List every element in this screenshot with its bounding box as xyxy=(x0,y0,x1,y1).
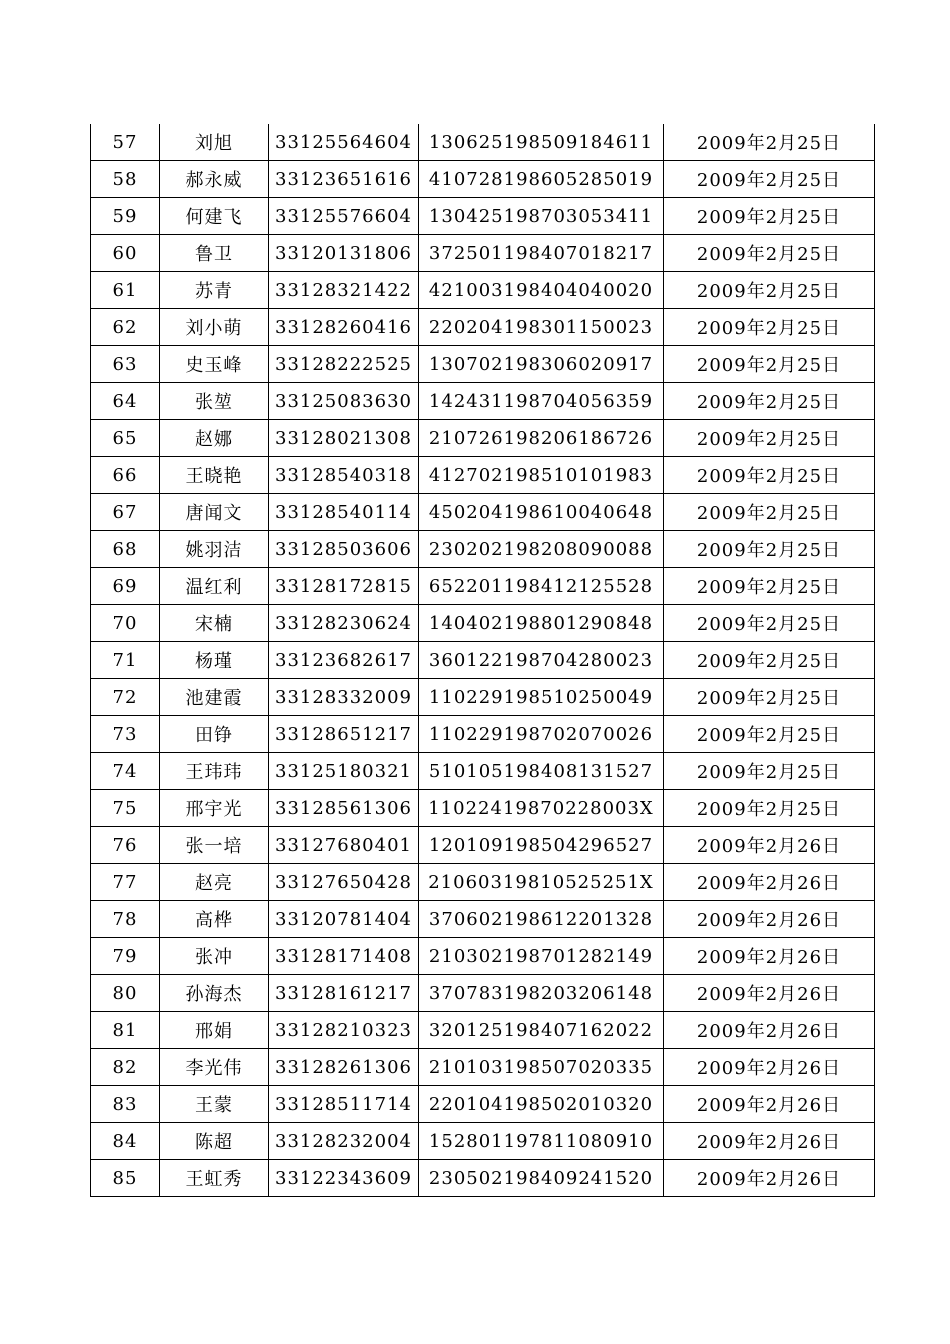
id-number-cell: 21060319810525251X xyxy=(419,864,664,901)
seq-number-cell: 63 xyxy=(91,346,160,383)
date-cell: 2009年2月26日 xyxy=(664,975,875,1012)
seq-number-cell: 73 xyxy=(91,716,160,753)
date-cell: 2009年2月25日 xyxy=(664,235,875,272)
table-row xyxy=(91,864,875,901)
table-row xyxy=(91,457,875,494)
exam-number-cell: 33128321422 xyxy=(269,272,419,309)
exam-number-cell: 33123651616 xyxy=(269,161,419,198)
name-cell: 鲁卫 xyxy=(160,235,269,272)
id-number-cell: 230502198409241520 xyxy=(419,1160,664,1197)
roster-table-body xyxy=(91,124,875,1197)
id-number-cell: 130625198509184611 xyxy=(419,124,664,161)
name-cell: 张冲 xyxy=(160,938,269,975)
date-cell: 2009年2月25日 xyxy=(664,605,875,642)
table-row xyxy=(91,420,875,457)
id-number-cell: 230202198208090088 xyxy=(419,531,664,568)
id-number-cell: 130702198306020917 xyxy=(419,346,664,383)
roster-table xyxy=(90,124,875,1197)
name-cell: 郝永威 xyxy=(160,161,269,198)
table-row xyxy=(91,716,875,753)
name-cell: 张堃 xyxy=(160,383,269,420)
seq-number-cell: 76 xyxy=(91,827,160,864)
name-cell: 赵亮 xyxy=(160,864,269,901)
date-cell: 2009年2月25日 xyxy=(664,309,875,346)
name-cell: 赵娜 xyxy=(160,420,269,457)
date-cell: 2009年2月25日 xyxy=(664,679,875,716)
seq-number-cell: 77 xyxy=(91,864,160,901)
seq-number-cell: 79 xyxy=(91,938,160,975)
id-number-cell: 220104198502010320 xyxy=(419,1086,664,1123)
id-number-cell: 110229198702070026 xyxy=(419,716,664,753)
date-cell: 2009年2月26日 xyxy=(664,1123,875,1160)
date-cell: 2009年2月25日 xyxy=(664,161,875,198)
id-number-cell: 360122198704280023 xyxy=(419,642,664,679)
table-row xyxy=(91,568,875,605)
seq-number-cell: 66 xyxy=(91,457,160,494)
name-cell: 宋楠 xyxy=(160,605,269,642)
seq-number-cell: 74 xyxy=(91,753,160,790)
id-number-cell: 210302198701282149 xyxy=(419,938,664,975)
seq-number-cell: 69 xyxy=(91,568,160,605)
seq-number-cell: 57 xyxy=(91,124,160,161)
date-cell: 2009年2月25日 xyxy=(664,198,875,235)
seq-number-cell: 82 xyxy=(91,1049,160,1086)
exam-number-cell: 33128261306 xyxy=(269,1049,419,1086)
id-number-cell: 210103198507020335 xyxy=(419,1049,664,1086)
name-cell: 温红利 xyxy=(160,568,269,605)
seq-number-cell: 72 xyxy=(91,679,160,716)
seq-number-cell: 85 xyxy=(91,1160,160,1197)
id-number-cell: 320125198407162022 xyxy=(419,1012,664,1049)
id-number-cell: 130425198703053411 xyxy=(419,198,664,235)
exam-number-cell: 33122343609 xyxy=(269,1160,419,1197)
id-number-cell: 110229198510250049 xyxy=(419,679,664,716)
table-row xyxy=(91,753,875,790)
date-cell: 2009年2月26日 xyxy=(664,1049,875,1086)
date-cell: 2009年2月25日 xyxy=(664,753,875,790)
date-cell: 2009年2月25日 xyxy=(664,642,875,679)
date-cell: 2009年2月25日 xyxy=(664,420,875,457)
seq-number-cell: 60 xyxy=(91,235,160,272)
table-row xyxy=(91,309,875,346)
date-cell: 2009年2月26日 xyxy=(664,864,875,901)
name-cell: 张一培 xyxy=(160,827,269,864)
table-row xyxy=(91,1123,875,1160)
date-cell: 2009年2月26日 xyxy=(664,938,875,975)
date-cell: 2009年2月25日 xyxy=(664,531,875,568)
name-cell: 陈超 xyxy=(160,1123,269,1160)
name-cell: 刘旭 xyxy=(160,124,269,161)
id-number-cell: 142431198704056359 xyxy=(419,383,664,420)
exam-number-cell: 33120131806 xyxy=(269,235,419,272)
exam-number-cell: 33123682617 xyxy=(269,642,419,679)
table-row xyxy=(91,975,875,1012)
date-cell: 2009年2月26日 xyxy=(664,1160,875,1197)
exam-number-cell: 33128260416 xyxy=(269,309,419,346)
exam-number-cell: 33125576604 xyxy=(269,198,419,235)
id-number-cell: 450204198610040648 xyxy=(419,494,664,531)
table-row xyxy=(91,494,875,531)
id-number-cell: 220204198301150023 xyxy=(419,309,664,346)
date-cell: 2009年2月26日 xyxy=(664,1086,875,1123)
seq-number-cell: 68 xyxy=(91,531,160,568)
table-row xyxy=(91,346,875,383)
name-cell: 高桦 xyxy=(160,901,269,938)
date-cell: 2009年2月25日 xyxy=(664,716,875,753)
name-cell: 池建霞 xyxy=(160,679,269,716)
seq-number-cell: 78 xyxy=(91,901,160,938)
seq-number-cell: 64 xyxy=(91,383,160,420)
id-number-cell: 11022419870228003X xyxy=(419,790,664,827)
seq-number-cell: 84 xyxy=(91,1123,160,1160)
name-cell: 王虹秀 xyxy=(160,1160,269,1197)
table-row xyxy=(91,790,875,827)
table-row xyxy=(91,679,875,716)
id-number-cell: 412702198510101983 xyxy=(419,457,664,494)
table-row xyxy=(91,827,875,864)
id-number-cell: 370602198612201328 xyxy=(419,901,664,938)
seq-number-cell: 70 xyxy=(91,605,160,642)
date-cell: 2009年2月26日 xyxy=(664,901,875,938)
seq-number-cell: 67 xyxy=(91,494,160,531)
id-number-cell: 652201198412125528 xyxy=(419,568,664,605)
exam-number-cell: 33128540114 xyxy=(269,494,419,531)
exam-number-cell: 33127650428 xyxy=(269,864,419,901)
exam-number-cell: 33125083630 xyxy=(269,383,419,420)
name-cell: 杨瑾 xyxy=(160,642,269,679)
exam-number-cell: 33128503606 xyxy=(269,531,419,568)
seq-number-cell: 75 xyxy=(91,790,160,827)
name-cell: 邢娟 xyxy=(160,1012,269,1049)
table-row xyxy=(91,901,875,938)
table-row xyxy=(91,1049,875,1086)
name-cell: 李光伟 xyxy=(160,1049,269,1086)
id-number-cell: 421003198404040020 xyxy=(419,272,664,309)
table-row xyxy=(91,235,875,272)
exam-number-cell: 33128222525 xyxy=(269,346,419,383)
table-row xyxy=(91,605,875,642)
table-row xyxy=(91,1012,875,1049)
id-number-cell: 140402198801290848 xyxy=(419,605,664,642)
name-cell: 唐闻文 xyxy=(160,494,269,531)
exam-number-cell: 33128161217 xyxy=(269,975,419,1012)
seq-number-cell: 83 xyxy=(91,1086,160,1123)
seq-number-cell: 71 xyxy=(91,642,160,679)
exam-number-cell: 33127680401 xyxy=(269,827,419,864)
exam-number-cell: 33128232004 xyxy=(269,1123,419,1160)
exam-number-cell: 33128511714 xyxy=(269,1086,419,1123)
id-number-cell: 370783198203206148 xyxy=(419,975,664,1012)
table-row xyxy=(91,1086,875,1123)
seq-number-cell: 65 xyxy=(91,420,160,457)
exam-number-cell: 33128210323 xyxy=(269,1012,419,1049)
id-number-cell: 152801197811080910 xyxy=(419,1123,664,1160)
exam-number-cell: 33128651217 xyxy=(269,716,419,753)
date-cell: 2009年2月25日 xyxy=(664,124,875,161)
name-cell: 史玉峰 xyxy=(160,346,269,383)
date-cell: 2009年2月26日 xyxy=(664,827,875,864)
table-row xyxy=(91,938,875,975)
exam-number-cell: 33120781404 xyxy=(269,901,419,938)
seq-number-cell: 62 xyxy=(91,309,160,346)
name-cell: 何建飞 xyxy=(160,198,269,235)
seq-number-cell: 58 xyxy=(91,161,160,198)
date-cell: 2009年2月25日 xyxy=(664,346,875,383)
exam-number-cell: 33125180321 xyxy=(269,753,419,790)
name-cell: 田铮 xyxy=(160,716,269,753)
name-cell: 邢宇光 xyxy=(160,790,269,827)
name-cell: 王蒙 xyxy=(160,1086,269,1123)
exam-number-cell: 33125564604 xyxy=(269,124,419,161)
id-number-cell: 372501198407018217 xyxy=(419,235,664,272)
id-number-cell: 120109198504296527 xyxy=(419,827,664,864)
table-row xyxy=(91,272,875,309)
name-cell: 王玮玮 xyxy=(160,753,269,790)
name-cell: 苏青 xyxy=(160,272,269,309)
seq-number-cell: 81 xyxy=(91,1012,160,1049)
seq-number-cell: 61 xyxy=(91,272,160,309)
date-cell: 2009年2月25日 xyxy=(664,494,875,531)
date-cell: 2009年2月26日 xyxy=(664,1012,875,1049)
exam-number-cell: 33128171408 xyxy=(269,938,419,975)
name-cell: 孙海杰 xyxy=(160,975,269,1012)
table-row xyxy=(91,161,875,198)
seq-number-cell: 59 xyxy=(91,198,160,235)
table-row xyxy=(91,531,875,568)
table-row xyxy=(91,642,875,679)
exam-number-cell: 33128172815 xyxy=(269,568,419,605)
exam-number-cell: 33128540318 xyxy=(269,457,419,494)
id-number-cell: 510105198408131527 xyxy=(419,753,664,790)
table-row xyxy=(91,124,875,161)
name-cell: 王晓艳 xyxy=(160,457,269,494)
date-cell: 2009年2月25日 xyxy=(664,383,875,420)
exam-number-cell: 33128332009 xyxy=(269,679,419,716)
name-cell: 刘小萌 xyxy=(160,309,269,346)
id-number-cell: 210726198206186726 xyxy=(419,420,664,457)
date-cell: 2009年2月25日 xyxy=(664,568,875,605)
table-row xyxy=(91,383,875,420)
table-row xyxy=(91,1160,875,1197)
date-cell: 2009年2月25日 xyxy=(664,272,875,309)
id-number-cell: 410728198605285019 xyxy=(419,161,664,198)
exam-number-cell: 33128230624 xyxy=(269,605,419,642)
name-cell: 姚羽洁 xyxy=(160,531,269,568)
seq-number-cell: 80 xyxy=(91,975,160,1012)
date-cell: 2009年2月25日 xyxy=(664,790,875,827)
table-row xyxy=(91,198,875,235)
exam-number-cell: 33128561306 xyxy=(269,790,419,827)
exam-number-cell: 33128021308 xyxy=(269,420,419,457)
date-cell: 2009年2月25日 xyxy=(664,457,875,494)
